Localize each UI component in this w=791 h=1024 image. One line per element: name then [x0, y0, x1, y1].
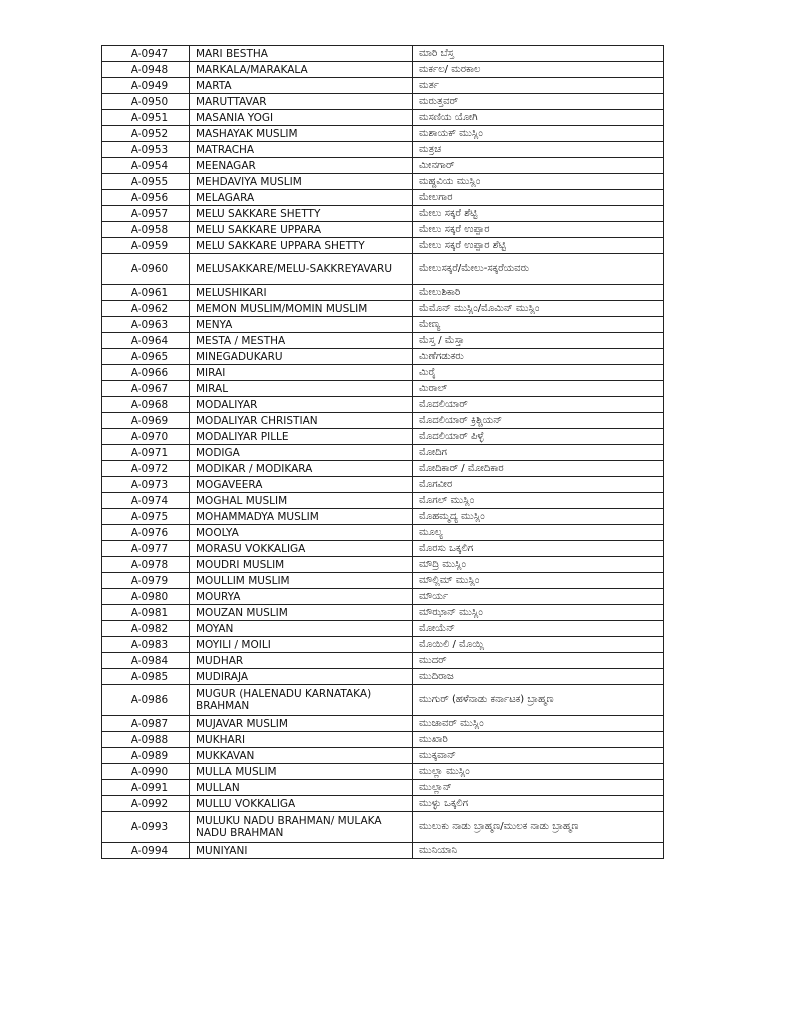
caste-name-cell: MULLU VOKKALIGA [190, 796, 413, 812]
caste-code-cell: A-0972 [102, 461, 190, 477]
caste-code-cell: A-0953 [102, 142, 190, 158]
caste-code-cell: A-0988 [102, 732, 190, 748]
caste-code-cell: A-0958 [102, 222, 190, 238]
caste-code-cell: A-0994 [102, 843, 190, 859]
caste-code-cell: A-0981 [102, 605, 190, 621]
table-row [102, 621, 664, 637]
caste-kannada-name-cell: ಮೆಸ್ತ / ಮೆಸ್ತಾ [413, 333, 664, 349]
caste-kannada-name-cell: ಮೌಝಾನ್ ಮುಸ್ಲಿಂ [413, 605, 664, 621]
caste-kannada-name-cell: ಮರ್ತ [413, 78, 664, 94]
table-row [102, 445, 664, 461]
caste-name-cell: MOUDRI MUSLIM [190, 557, 413, 573]
table-row [102, 238, 664, 254]
caste-name-cell: MOGHAL MUSLIM [190, 493, 413, 509]
table-row [102, 285, 664, 301]
caste-list-table [101, 45, 664, 859]
caste-kannada-name-cell: ಮೇಲಗಾರ [413, 190, 664, 206]
caste-name-cell: MOURYA [190, 589, 413, 605]
caste-name-cell: MOOLYA [190, 525, 413, 541]
table-row [102, 637, 664, 653]
caste-name-cell: MUKKAVAN [190, 748, 413, 764]
caste-code-cell: A-0993 [102, 812, 190, 843]
caste-code-cell: A-0949 [102, 78, 190, 94]
caste-name-cell: MELU SAKKARE SHETTY [190, 206, 413, 222]
caste-code-cell: A-0979 [102, 573, 190, 589]
caste-code-cell: A-0947 [102, 46, 190, 62]
table-row [102, 477, 664, 493]
caste-name-cell: MEENAGAR [190, 158, 413, 174]
caste-kannada-name-cell: ಮುಲುಕು ನಾಡು ಬ್ರಾಹ್ಮಣ/ಮುಲಕ ನಾಡು ಬ್ರಾಹ್ಮಣ [413, 812, 664, 843]
caste-kannada-name-cell: ಮಹ್ದವಿಯ ಮುಸ್ಲಿಂ [413, 174, 664, 190]
caste-name-cell: MIRAL [190, 381, 413, 397]
caste-name-cell: MELU SAKKARE UPPARA SHETTY [190, 238, 413, 254]
caste-kannada-name-cell: ಮೊಗಲ್ ಮುಸ್ಲಿಂ [413, 493, 664, 509]
caste-name-cell: MINEGADUKARU [190, 349, 413, 365]
caste-code-cell: A-0966 [102, 365, 190, 381]
table-row [102, 732, 664, 748]
table-row [102, 843, 664, 859]
caste-kannada-name-cell: ಮೊಹಮ್ಮದ್ಯ ಮುಸ್ಲಿಂ [413, 509, 664, 525]
caste-kannada-name-cell: ಮುಲ್ಲಾ ಮುಸ್ಲಿಂ [413, 764, 664, 780]
caste-kannada-name-cell: ಮುದಿರಾಜ [413, 669, 664, 685]
caste-code-cell: A-0962 [102, 301, 190, 317]
caste-kannada-name-cell: ಮೊಗವೀರ [413, 477, 664, 493]
caste-name-cell: MUDIRAJA [190, 669, 413, 685]
caste-kannada-name-cell: ಮುಗುರ್ (ಹಳೆನಾಡು ಕರ್ನಾಟಕ) ಬ್ರಾಹ್ಮಣ [413, 685, 664, 716]
caste-kannada-name-cell: ಮೊಯಿಲಿ / ಮೊಯ್ಲಿ [413, 637, 664, 653]
caste-code-cell: A-0984 [102, 653, 190, 669]
caste-name-cell: MARI BESTHA [190, 46, 413, 62]
caste-name-cell: MENYA [190, 317, 413, 333]
caste-kannada-name-cell: ಮಿಣೆಗಡುಕರು [413, 349, 664, 365]
caste-kannada-name-cell: ಮೆಮೊನ್ ಮುಸ್ಲಿಂ/ಮೊಮಿನ್ ಮುಸ್ಲಿಂ [413, 301, 664, 317]
caste-kannada-name-cell: ಮೊರಸು ಒಕ್ಕಲಿಗ [413, 541, 664, 557]
caste-kannada-name-cell: ಮುಜಾವರ್ ಮುಸ್ಲಿಂ [413, 716, 664, 732]
table-row [102, 174, 664, 190]
caste-name-cell: MASANIA YOGI [190, 110, 413, 126]
caste-code-cell: A-0971 [102, 445, 190, 461]
caste-code-cell: A-0983 [102, 637, 190, 653]
table-row [102, 429, 664, 445]
table-row [102, 780, 664, 796]
table-row [102, 46, 664, 62]
table-row [102, 142, 664, 158]
table-row [102, 190, 664, 206]
caste-name-cell: MODALIYAR PILLE [190, 429, 413, 445]
table-row [102, 94, 664, 110]
caste-name-cell: MUDHAR [190, 653, 413, 669]
caste-code-cell: A-0969 [102, 413, 190, 429]
table-row [102, 62, 664, 78]
caste-kannada-name-cell: ಮೇಲು ಸಕ್ಕರೆ ಉಪ್ಪಾರ [413, 222, 664, 238]
caste-kannada-name-cell: ಮುಖಾರಿ [413, 732, 664, 748]
caste-name-cell: MARUTTAVAR [190, 94, 413, 110]
caste-kannada-name-cell: ಮೌಲ್ಲಿಮ್ ಮುಸ್ಲಿಂ [413, 573, 664, 589]
caste-name-cell: MOHAMMADYA MUSLIM [190, 509, 413, 525]
caste-name-cell: MUGUR (HALENADU KARNATAKA) BRAHMAN [190, 685, 413, 716]
caste-code-cell: A-0963 [102, 317, 190, 333]
caste-kannada-name-cell: ಮರುತ್ತವರ್ [413, 94, 664, 110]
caste-name-cell: MODIGA [190, 445, 413, 461]
caste-kannada-name-cell: ಮಶಾಯಕ್ ಮುಸ್ಲಿಂ [413, 126, 664, 142]
caste-kannada-name-cell: ಮೌದ್ರಿ ಮುಸ್ಲಿಂ [413, 557, 664, 573]
caste-code-cell: A-0985 [102, 669, 190, 685]
caste-code-cell: A-0952 [102, 126, 190, 142]
caste-kannada-name-cell: ಮೊದಲಿಯಾರ್ [413, 397, 664, 413]
caste-code-cell: A-0960 [102, 254, 190, 285]
caste-name-cell: MULLAN [190, 780, 413, 796]
caste-kannada-name-cell: ಮೇಲುಸಕ್ಕರೆ/ಮೇಲು-ಸಕ್ಕರೆಯವರು [413, 254, 664, 285]
caste-code-cell: A-0978 [102, 557, 190, 573]
caste-name-cell: MULLA MUSLIM [190, 764, 413, 780]
caste-name-cell: MODIKAR / MODIKARA [190, 461, 413, 477]
table-row [102, 206, 664, 222]
table-row [102, 796, 664, 812]
table-row [102, 541, 664, 557]
caste-code-cell: A-0950 [102, 94, 190, 110]
caste-code-cell: A-0991 [102, 780, 190, 796]
caste-code-cell: A-0975 [102, 509, 190, 525]
caste-code-cell: A-0951 [102, 110, 190, 126]
caste-name-cell: MELUSAKKARE/MELU-SAKKREYAVARU [190, 254, 413, 285]
caste-name-cell: MELU SAKKARE UPPARA [190, 222, 413, 238]
table-row [102, 413, 664, 429]
table-row [102, 764, 664, 780]
caste-name-cell: MOGAVEERA [190, 477, 413, 493]
caste-name-cell: MARKALA/MARAKALA [190, 62, 413, 78]
table-row [102, 493, 664, 509]
caste-kannada-name-cell: ಮೇಲುಶಿಕಾರಿ [413, 285, 664, 301]
table-row [102, 126, 664, 142]
caste-kannada-name-cell: ಮೂಲ್ಯ [413, 525, 664, 541]
table-row [102, 509, 664, 525]
caste-kannada-name-cell: ಮೇಣ್ಯ [413, 317, 664, 333]
table-row [102, 573, 664, 589]
caste-name-cell: MOYAN [190, 621, 413, 637]
caste-kannada-name-cell: ಮೋದಿಕಾರ್ / ಮೋದಿಕಾರ [413, 461, 664, 477]
caste-rows [102, 46, 664, 859]
table-row [102, 557, 664, 573]
caste-code-cell: A-0956 [102, 190, 190, 206]
caste-name-cell: MASHAYAK MUSLIM [190, 126, 413, 142]
caste-name-cell: MOULLIM MUSLIM [190, 573, 413, 589]
table-row [102, 349, 664, 365]
caste-code-cell: A-0974 [102, 493, 190, 509]
caste-code-cell: A-0957 [102, 206, 190, 222]
table-row [102, 333, 664, 349]
caste-kannada-name-cell: ಮಾರಿ ಬೆಸ್ತ [413, 46, 664, 62]
caste-name-cell: MEMON MUSLIM/MOMIN MUSLIM [190, 301, 413, 317]
table-row [102, 381, 664, 397]
table-row [102, 525, 664, 541]
caste-name-cell: MESTA / MESTHA [190, 333, 413, 349]
caste-kannada-name-cell: ಮುದರ್ [413, 653, 664, 669]
caste-kannada-name-cell: ಮೋದಿಗ [413, 445, 664, 461]
caste-code-cell: A-0948 [102, 62, 190, 78]
caste-kannada-name-cell: ಮೇಲು ಸಕ್ಕರೆ ಉಪ್ಪಾರ ಶೆಟ್ಟಿ [413, 238, 664, 254]
caste-code-cell: A-0973 [102, 477, 190, 493]
caste-code-cell: A-0961 [102, 285, 190, 301]
table-row [102, 669, 664, 685]
table-row [102, 397, 664, 413]
table-row [102, 365, 664, 381]
caste-code-cell: A-0954 [102, 158, 190, 174]
caste-name-cell: MIRAI [190, 365, 413, 381]
table-row [102, 78, 664, 94]
caste-name-cell: MELAGARA [190, 190, 413, 206]
caste-code-cell: A-0980 [102, 589, 190, 605]
caste-name-cell: MUJAVAR MUSLIM [190, 716, 413, 732]
caste-kannada-name-cell: ಮೊದಲಿಯಾರ್ ಕ್ರಿಶ್ಚಿಯನ್ [413, 413, 664, 429]
caste-name-cell: MUNIYANI [190, 843, 413, 859]
table-row [102, 158, 664, 174]
table-row [102, 605, 664, 621]
caste-kannada-name-cell: ಮೀನಗಾರ್ [413, 158, 664, 174]
caste-code-cell: A-0959 [102, 238, 190, 254]
caste-kannada-name-cell: ಮುಳ್ಳು ಒಕ್ಕಲಿಗ [413, 796, 664, 812]
caste-code-cell: A-0968 [102, 397, 190, 413]
caste-code-cell: A-0986 [102, 685, 190, 716]
table-row [102, 589, 664, 605]
caste-code-cell: A-0990 [102, 764, 190, 780]
caste-code-cell: A-0987 [102, 716, 190, 732]
caste-name-cell: MATRACHA [190, 142, 413, 158]
caste-kannada-name-cell: ಮತ್ರಚ [413, 142, 664, 158]
table-row [102, 653, 664, 669]
caste-name-cell: MULUKU NADU BRAHMAN/ MULAKA NADU BRAHMAN [190, 812, 413, 843]
caste-name-cell: MARTA [190, 78, 413, 94]
table-row [102, 254, 664, 285]
caste-kannada-name-cell: ಮಿರೈ [413, 365, 664, 381]
caste-name-cell: MOYILI / MOILI [190, 637, 413, 653]
caste-code-cell: A-0977 [102, 541, 190, 557]
caste-name-cell: MUKHARI [190, 732, 413, 748]
caste-kannada-name-cell: ಮೊದಲಿಯಾರ್ ಪಿಳ್ಳೆ [413, 429, 664, 445]
caste-code-cell: A-0965 [102, 349, 190, 365]
caste-kannada-name-cell: ಮಸಣಿಯ ಯೋಗಿ [413, 110, 664, 126]
caste-kannada-name-cell: ಮುನಿಯಾನಿ [413, 843, 664, 859]
table-row [102, 748, 664, 764]
caste-code-cell: A-0955 [102, 174, 190, 190]
table-row [102, 301, 664, 317]
caste-kannada-name-cell: ಮುಕ್ಕವಾನ್ [413, 748, 664, 764]
caste-name-cell: MEHDAVIYA MUSLIM [190, 174, 413, 190]
caste-code-cell: A-0967 [102, 381, 190, 397]
caste-code-cell: A-0989 [102, 748, 190, 764]
caste-kannada-name-cell: ಮರ್ಕಲ/ ಮರಕಾಲ [413, 62, 664, 78]
caste-code-cell: A-0982 [102, 621, 190, 637]
table-row [102, 685, 664, 716]
caste-kannada-name-cell: ಮುಲ್ಲಾನ್ [413, 780, 664, 796]
caste-name-cell: MODALIYAR [190, 397, 413, 413]
table-row [102, 110, 664, 126]
caste-name-cell: MODALIYAR CHRISTIAN [190, 413, 413, 429]
caste-code-cell: A-0992 [102, 796, 190, 812]
caste-code-cell: A-0970 [102, 429, 190, 445]
table-row [102, 317, 664, 333]
caste-kannada-name-cell: ಮೋಯೆನ್ [413, 621, 664, 637]
caste-code-cell: A-0964 [102, 333, 190, 349]
caste-code-cell: A-0976 [102, 525, 190, 541]
table-row [102, 812, 664, 843]
table-row [102, 222, 664, 238]
caste-kannada-name-cell: ಮೇಲು ಸಕ್ಕರೆ ಶೆಟ್ಟಿ [413, 206, 664, 222]
caste-name-cell: MORASU VOKKALIGA [190, 541, 413, 557]
table-row [102, 461, 664, 477]
caste-kannada-name-cell: ಮೌರ್ಯ [413, 589, 664, 605]
table-row [102, 716, 664, 732]
caste-name-cell: MELUSHIKARI [190, 285, 413, 301]
caste-name-cell: MOUZAN MUSLIM [190, 605, 413, 621]
caste-kannada-name-cell: ಮಿರಾಲ್ [413, 381, 664, 397]
